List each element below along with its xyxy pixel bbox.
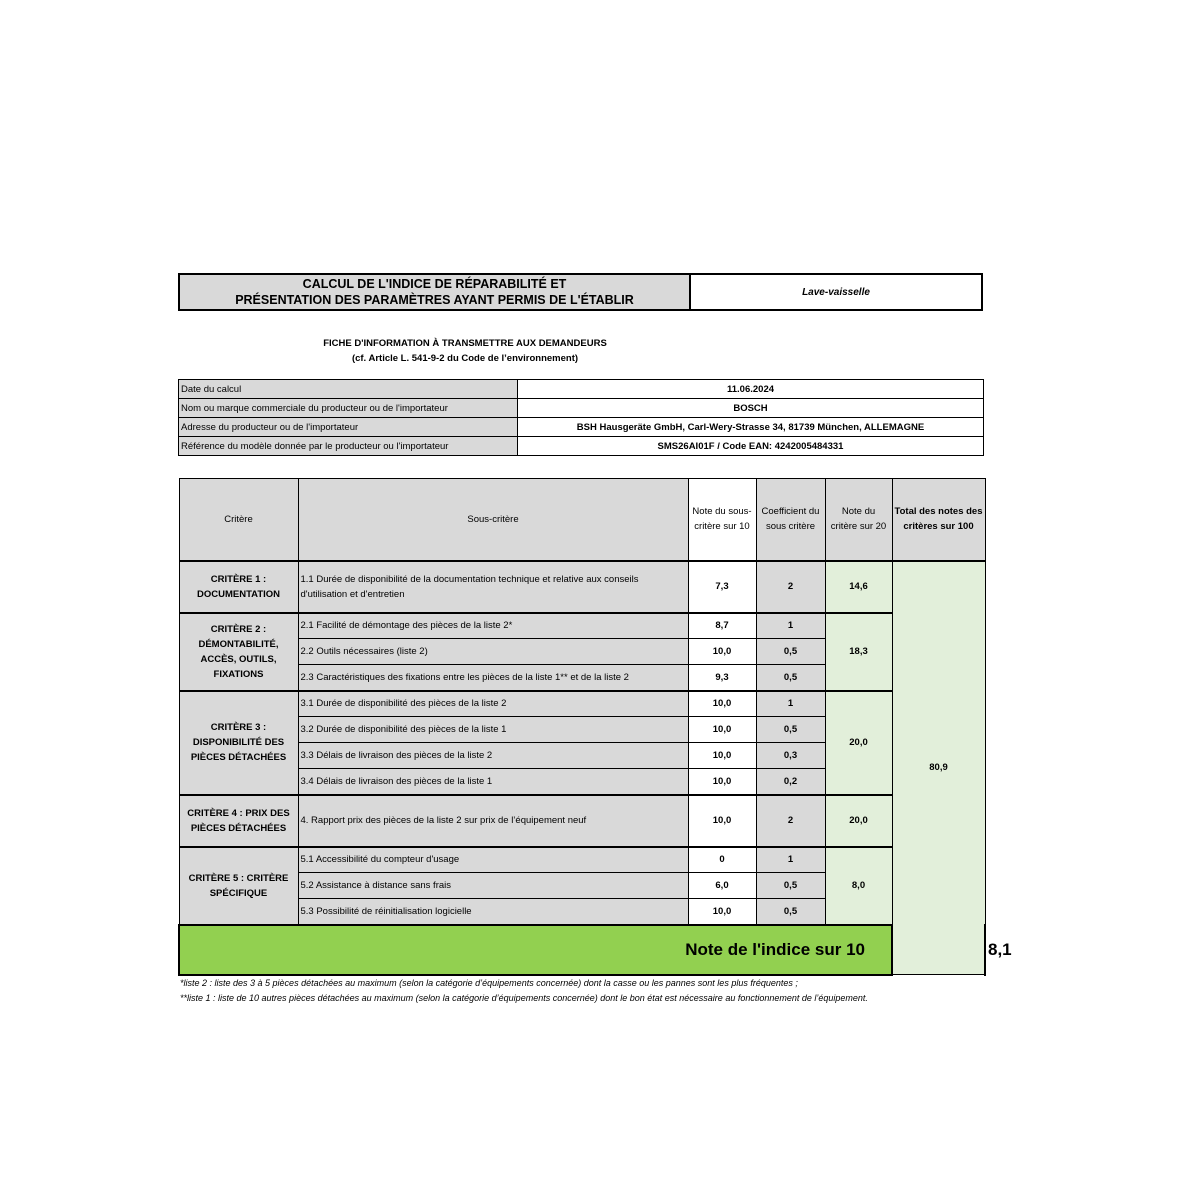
- table-row: [179, 561, 985, 613]
- info-value: SMS26AI01F / Code EAN: 4242005484331: [518, 437, 984, 456]
- sub-label: 3.3 Délais de livraison des pièces de la liste 2: [298, 743, 688, 769]
- sub-coef: 1: [756, 691, 825, 717]
- sub-note: 8,7: [688, 613, 756, 639]
- critere-2-score: 18,3: [825, 613, 892, 691]
- sub-label: 3.2 Durée de disponibilité des pièces de la liste 1: [298, 717, 688, 743]
- header-title: [180, 275, 691, 309]
- sub-coef: 0,5: [756, 873, 825, 899]
- critere-4-name: CRITÈRE 4 : PRIX DES PIÈCES DÉTACHÉES: [179, 795, 298, 847]
- sub-label: 5.2 Assistance à distance sans frais: [298, 873, 688, 899]
- header-note-crit: Note du critère sur 20: [825, 479, 892, 561]
- index-label: Note de l'indice sur 10: [179, 925, 892, 975]
- sub-coef: 0,5: [756, 665, 825, 691]
- sub-label: 5.3 Possibilité de réinitialisation logicielle: [298, 899, 688, 925]
- sub-label: 2.1 Facilité de démontage des pièces de la liste 2*: [298, 613, 688, 639]
- sub-coef: 1: [756, 613, 825, 639]
- info-label: Adresse du producteur ou de l'importateur: [179, 418, 518, 437]
- critere-3-score: 20,0: [825, 691, 892, 795]
- fiche-line2: (cf. Article L. 541-9-2 du Code de l’environnement): [351, 353, 579, 364]
- sub-label: 5.1 Accessibilité du compteur d'usage: [298, 847, 688, 873]
- sub-note: 10,0: [688, 899, 756, 925]
- sub-coef: 1: [756, 847, 825, 873]
- critere-4-score: 20,0: [825, 795, 892, 847]
- sub-coef: 0,2: [756, 769, 825, 795]
- footnote-2: **liste 1 : liste de 10 autres pièces détachées au maximum (selon la catégorie d’équipements concernée) dont le bon état est nécessaire au fonctionnement de l’équipement.: [180, 993, 868, 1003]
- critere-1-score: 14,6: [825, 561, 892, 613]
- sub-coef: 0,5: [756, 639, 825, 665]
- header-note-sous: Note du sous-critère sur 10: [688, 479, 756, 561]
- sub-note: 6,0: [688, 873, 756, 899]
- product-type: Lave-vaisselle: [802, 286, 870, 298]
- table-row: [179, 691, 985, 717]
- fiche-line1: FICHE D'INFORMATION À TRANSMETTRE AUX DEMANDEURS: [323, 338, 607, 349]
- critere-1-name: CRITÈRE 1 : DOCUMENTATION: [179, 561, 298, 613]
- total-score: 80,9: [892, 561, 985, 975]
- sub-note: 0: [688, 847, 756, 873]
- critere-5-name: CRITÈRE 5 : CRITÈRE SPÉCIFIQUE: [179, 847, 298, 925]
- critere-3-name: CRITÈRE 3 : DISPONIBILITÉ DES PIÈCES DÉTACHÉES: [179, 691, 298, 795]
- sub-coef: 2: [756, 795, 825, 847]
- footnotes: [180, 976, 868, 1006]
- sub-label: 1.1 Durée de disponibilité de la documentation technique et relative aux conseils d'utilisation et d'entretien: [298, 561, 688, 613]
- sub-note: 9,3: [688, 665, 756, 691]
- info-table: [178, 379, 984, 456]
- fiche-heading: [300, 336, 630, 366]
- sub-coef: 0,3: [756, 743, 825, 769]
- sub-label: 3.4 Délais de livraison des pièces de la liste 1: [298, 769, 688, 795]
- info-row: [179, 418, 984, 437]
- table-header-row: [179, 479, 985, 561]
- table-row: [179, 613, 985, 639]
- info-value: BSH Hausgeräte GmbH, Carl-Wery-Strasse 34, 81739 München, ALLEMAGNE: [518, 418, 984, 437]
- index-row: Note de l'indice sur 10 8,1: [179, 925, 985, 975]
- info-label: Date du calcul: [179, 380, 518, 399]
- header-coef: Coefficient du sous critère: [756, 479, 825, 561]
- table-row: [179, 795, 985, 847]
- info-value: BOSCH: [518, 399, 984, 418]
- info-row: [179, 399, 984, 418]
- info-value: 11.06.2024: [518, 380, 984, 399]
- sub-note: 10,0: [688, 691, 756, 717]
- footnote-1: *liste 2 : liste des 3 à 5 pièces détachées au maximum (selon la catégorie d’équipements concernée) dont la casse ou les pannes sont les plus fréquentes ;: [180, 978, 798, 988]
- sub-label: 4. Rapport prix des pièces de la liste 2 sur prix de l’équipement neuf: [298, 795, 688, 847]
- sub-note: 10,0: [688, 795, 756, 847]
- sub-label: 2.3 Caractéristiques des fixations entre les pièces de la liste 1** et de la liste 2: [298, 665, 688, 691]
- header-critere: Critère: [179, 479, 298, 561]
- sub-note: 7,3: [688, 561, 756, 613]
- table-row: [179, 847, 985, 873]
- header-box: [178, 273, 983, 311]
- info-label: Nom ou marque commerciale du producteur ou de l'importateur: [179, 399, 518, 418]
- sub-note: 10,0: [688, 769, 756, 795]
- info-row: [179, 437, 984, 456]
- sub-note: 10,0: [688, 717, 756, 743]
- sub-note: 10,0: [688, 639, 756, 665]
- header-title-line2: PRÉSENTATION DES PARAMÈTRES AYANT PERMIS DE L'ÉTABLIR: [235, 293, 634, 307]
- header-title-line1: CALCUL DE L'INDICE DE RÉPARABILITÉ ET: [302, 277, 567, 291]
- sub-coef: 0,5: [756, 899, 825, 925]
- sub-note: 10,0: [688, 743, 756, 769]
- sub-label: 2.2 Outils nécessaires (liste 2): [298, 639, 688, 665]
- header-sous-critere: Sous-critère: [298, 479, 688, 561]
- sub-coef: 0,5: [756, 717, 825, 743]
- header-total: Total des notes des critères sur 100: [892, 479, 985, 561]
- info-row: [179, 380, 984, 399]
- critere-2-name: CRITÈRE 2 : DÉMONTABILITÉ, ACCÈS, OUTILS, FIXATIONS: [179, 613, 298, 691]
- info-label: Référence du modèle donnée par le producteur ou l'importateur: [179, 437, 518, 456]
- score-table: [178, 478, 1012, 976]
- critere-5-score: 8,0: [825, 847, 892, 925]
- sub-label: 3.1 Durée de disponibilité des pièces de la liste 2: [298, 691, 688, 717]
- sub-coef: 2: [756, 561, 825, 613]
